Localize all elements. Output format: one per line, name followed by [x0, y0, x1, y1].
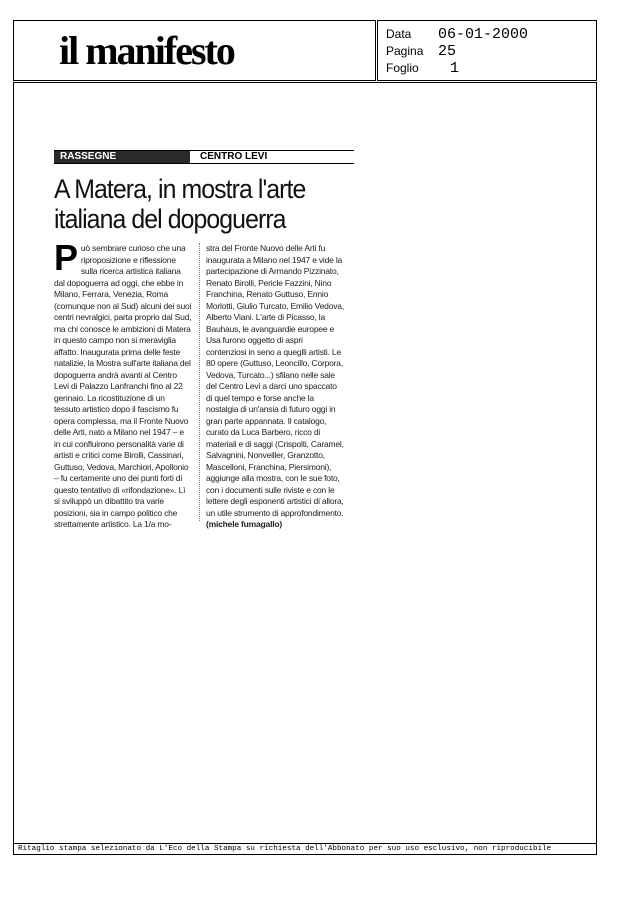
section-label: RASSEGNE — [54, 151, 190, 163]
clipping-metadata-box — [377, 20, 597, 81]
meta-row-date — [386, 25, 528, 43]
headline-line-1: A Matera, in mostra l'arte — [54, 174, 306, 204]
article-column-2 — [206, 243, 344, 531]
drop-cap: P — [54, 237, 78, 278]
meta-key: Pagina — [386, 44, 424, 58]
meta-value: 25 — [438, 43, 457, 60]
meta-row-page — [386, 42, 456, 60]
meta-key: Foglio — [386, 61, 419, 75]
article-headline — [54, 174, 348, 234]
masthead-box — [13, 20, 376, 81]
meta-value: 06-01-2000 — [438, 26, 529, 43]
headline-line-2: italiana del dopoguerra — [54, 204, 286, 234]
column-1-text: uò sembrare curioso che una riproposizione e riflessione sulla ricerca artistica italiana dal dopoguerra ad oggi, che ebbe in Milano, Ferrara, Venezia, Roma (comunque non al Sud) alcuni dei suoi centri nevralgici, parta proprio dal Sud, ma chi conosce le ambizioni di Matera in questo campo non si meraviglia affatto. Inaugurata prima delle feste natalizie, la Mostra sull'arte italiana del dopoguerra andrà avanti al Centro Levi di Palazzo Lanfranchi fino al 22 gennaio. La ricostituzione di un tessuto artistico dopo il fascismo fu opera complessa, ma il Fronte Nuovo delle Arti, nato a Milano nel 1947 – e in cui confluirono personalità varie di artisti e critici come Birolli, Cassinari, Guttuso, Vedova, Marchiori, Apollonio – fu certamente uno dei punti forti di questo tentativo di «rifondazione». Lì si sviluppò un dibattito tra varie posizioni, sia in campo politico che strettamente artistico. La 1/a mo- — [54, 243, 192, 529]
location-tag: CENTRO LEVI — [200, 151, 268, 162]
meta-value: 1 — [450, 60, 460, 77]
copyright-notice: Ritaglio stampa selezionato da L'Eco della Stampa su richiesta dell'Abbonato per suo uso esclusivo, non riproducibile — [13, 843, 597, 855]
newspaper-masthead: il manifesto — [59, 28, 234, 73]
meta-key: Data — [386, 27, 412, 41]
section-bar — [54, 150, 354, 164]
meta-row-sheet — [386, 59, 459, 77]
column-2-text: stra del Fronte Nuovo delle Arti fu inaugurata a Milano nel 1947 e vide la partecipazione di Armando Pizzinato, Renato Birolli, Pericle Fazzini, Nino Franchina, Renato Guttuso, Ennio Morlotti, Giulio Turcato, Emilio Vedova, Alberto Viani. L'arte di Picasso, la Bauhaus, le avanguardie europee e Usa furono oggetto di aspri contenziosi in seno a queglli artisti. Le 80 opere (Guttuso, Leoncillo, Corpora, Vedova, Turcato...) sfilano nelle sale del Centro Levi a darci uno spaccato di quel tempo e forse anche la nostalgia di un'ansia di futuro oggi in gran parte appannata. Il catalogo, curato da Luca Barbero, ricco di materiali e di saggi (Crispolti, Caramel, Salvagnini, Nonveiller, Granzotto, Mascelloni, Franchina, Piersimoni), aggiunge alla mostra, con le sue foto, con i documenti sulle riviste e con le lettere degli esponenti artistici di allora, un utile strumento di approfondimento. — [206, 243, 344, 518]
author-signature: (michele fumagallo) — [206, 519, 283, 529]
article-column-1 — [54, 237, 192, 531]
column-divider — [199, 243, 200, 521]
article-header — [54, 150, 354, 234]
